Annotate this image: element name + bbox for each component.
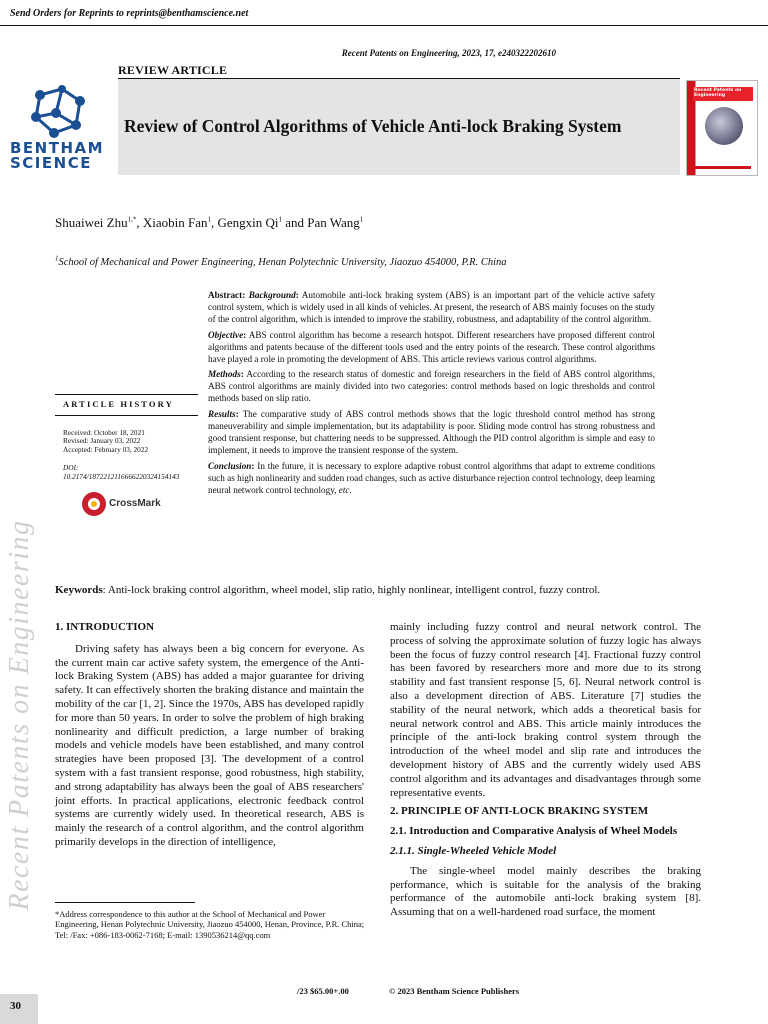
journal-cover-thumbnail (686, 80, 758, 176)
author-sup: 1 (359, 215, 364, 224)
journal-side-watermark (0, 460, 40, 970)
accepted-date: Accepted: February 03, 2022 (63, 444, 149, 454)
cover-artwork (705, 107, 743, 145)
author-name: Gengxin Qi (217, 215, 279, 230)
paper-title: Review of Control Algorithms of Vehicle Anti-lock Braking System (124, 116, 622, 136)
abstract-methods: Methods: According to the research status of domestic and foreign researchers in the field of ABS control algorithms, ABS control algorithms are mainly divided into two categories: control methods based on logic thresholds and control methods based on slip ratio. (208, 369, 656, 404)
background-text: Automobile anti-lock braking system (ABS) is an important part of the vehicle active safety control system, which is widely used in all kinds of vehicles. At present, the research of ABS mainly focuses on the study of the control algorithm, which is intended to improve the stability, robustness, and adaptability of the control algorithm. (208, 290, 656, 324)
keywords-label: Keywords (55, 584, 103, 596)
doi-link[interactable]: 10.2174/1872212116666220324154143 (63, 472, 180, 481)
keywords: Keywords: Anti-lock braking control algorithm, wheel model, slip ratio, highly nonlinear, intelligent control, fuzzy control. (55, 584, 601, 596)
author-name: Shuaiwei Zhu (55, 215, 128, 230)
author-list: Shuaiwei Zhu$^{1,*}$, Xiaobin Fan$^1$, Gengxin Qi$^1$ and Pan Wang$^1$ (55, 215, 364, 230)
bentham-science-logo (8, 85, 138, 177)
author-sup: 1 (207, 215, 211, 224)
author-sup: 1,* (127, 215, 137, 224)
logo-word-bentham: BENTHAM (10, 139, 105, 157)
abstract-objective: Objective: ABS control algorithm has become a research hotspot. Different researchers have proposed different control algorithms and patents because of the different tools used and the entry points of the research. These control algorithms have played a role in promoting the development of ABS. This article reviews various control algorithms. (208, 329, 655, 364)
price-code: /23 $65.00+.00 (297, 986, 349, 996)
article-history-heading: ARTICLE HISTORY (63, 399, 174, 409)
received-date: Received: October 18, 2021 (63, 428, 145, 437)
reprint-notice: Send Orders for Reprints to reprints@benthamscience.net (10, 8, 249, 19)
subsection-heading: 2.1. Introduction and Comparative Analysis of Wheel Models (390, 825, 678, 838)
history-top-rule (55, 394, 198, 395)
results-text: The comparative study of ABS control methods shows that the logic threshold control method has strong maneuverability and simple implementation, but its adaptability is poor. Sliding mode control has strong robustness and good transient response, but chattering needs to be suppressed. Although the PID control algorithm is simple and easy to implement, it needs to improve the transient response of the system. (208, 409, 655, 455)
conclusion-etc: etc. (338, 484, 352, 495)
abstract-conclusion: Conclusion: In the future, it is necessary to explore adaptive robust control algorithms that adapt to extreme conditions such as high nonlinearity and sudden road changes, such as active disturbance rejection control technology, deep learning neural network control technology, etc. (208, 460, 655, 495)
article-type-label: REVIEW ARTICLE (118, 63, 228, 77)
journal-citation: Recent Patents on Engineering, 2023, 17, e240322202610 (341, 48, 556, 58)
author-name: Pan Wang (307, 215, 360, 230)
body-left-column (55, 621, 364, 850)
subsubsection-heading: 2.1.1. Single-Wheeled Vehicle Model (390, 844, 557, 857)
correspondence-footnote: *Address correspondence to this author at the School of Mechanical and Power Engineering, Henan Polytechnic University, Jiaozuo 454000, Henan, Province, P.R. China; Tel: /Fax: +086-183-0062-7168; E-mail: 1390536214@qq.com (55, 909, 365, 940)
results-label: Results (208, 409, 236, 420)
methods-text: According to the research status of domestic and foreign researchers in the field of ABS control algorithms, ABS control algorithms are mainly divided into two categories: control methods based on logic thresholds and control methods based on slip ratio. (208, 369, 656, 404)
objective-label: Objective (208, 329, 244, 340)
logo-wordmark (10, 141, 140, 171)
body-paragraph: Driving safety has always been a big concern for everyone. As the current main car active safety system, the emergence of the Anti-lock Braking System (ABS) has added a major guarantee for driving safety. It can effectively shorten the braking distance and maintain the mobility of the car [1, 2]. Since the 1970s, ABS has developed rapidly for more than 50 years. In order to solve the problem of high braking nonlinearity and difficult prediction, a large number of braking models and vehicle models have been established, and many control strategies have been proposed [3]. The development of a control system with a fast transient response, good robustness, high stability, and strong adaptability has always been the goal of ABS researchers' joint efforts. In practical applications, electronic feedback control systems are currently widely used. In theoretical research, ABS is mainly the research of a control algorithm, and the control algorithm primarily develops in the direction of intelligence, (55, 642, 364, 848)
doi-label: DOI: (63, 463, 79, 472)
molecule-icon (26, 85, 88, 139)
section-heading: 2. PRINCIPLE OF ANTI-LOCK BRAKING SYSTEM (390, 805, 649, 818)
body-right-column (390, 621, 701, 920)
affiliation-sup: 1 (55, 254, 59, 263)
cover-bottom-bar (693, 166, 751, 169)
abstract-results: Results: The comparative study of ABS control methods shows that the logic threshold control method has strong maneuverability and simple implementation, but its adaptability is poor. Sliding mode control has strong robustness and good transient response, but chattering needs to be suppressed. Although the PID control algorithm is simple and easy to implement, it needs to improve the transient response of the system. (208, 409, 655, 455)
author-name: Xiaobin Fan (142, 215, 208, 230)
author-sup: 1 (278, 215, 282, 224)
methods-label: Methods (208, 369, 241, 380)
body-paragraph: mainly including fuzzy control and neural network control. The process of solving the approximate solution of fuzzy logic has always been the focus of fuzzy control research [4]. Fractional fuzzy control has been favored by researchers more and more due to its strong stability and fast transient response [5, 6]. Neural network control is also a development direction of ABS. Literature [7] studies the stability of the neural network, which adds a theoretical basis for neural network control and ABS. This article mainly introduces the principle of the anti-lock braking control system through the introduction of the wheel model and slip rate and introduces the development history of ABS and the currently widely used ABS control algorithm and its advantages and disadvantages through some representative events. (390, 621, 701, 799)
copyright: © 2023 Bentham Science Publishers (389, 986, 520, 996)
side-title-text: Recent Patents on Engineering (4, 519, 35, 911)
cover-title: Recent Patents on Engineering (693, 87, 753, 101)
abstract (208, 290, 655, 501)
crossmark-label: CrossMark (109, 498, 161, 509)
conclusion-text: In the future, it is necessary to explore adaptive robust control algorithms that adapt to extreme conditions such as high nonlinearity and sudden road changes, such as active disturbance rejection control technology, deep learning neural network control technology, (208, 460, 655, 495)
abstract-background: Abstract: Background: Automobile anti-lock braking system (ABS) is an important part of the vehicle active safety control system, which is widely used in all kinds of vehicles. At present, the research of ABS mainly focuses on the study of the control algorithm, which is intended to improve the stability, robustness, and adaptability of the control algorithm. (208, 290, 656, 324)
background-label: Background (248, 290, 296, 300)
affiliation (55, 254, 507, 268)
affiliation-text: School of Mechanical and Power Engineering, Henan Polytechnic University, Jiaozuo 454000, P.R. China (58, 257, 507, 268)
body-paragraph: The single-wheel model mainly describes the braking performance, which is suitable for the analysis of the braking performance of the automobile anti-lock braking system [8]. Assuming that on a well-hardened road surface, the moment (390, 864, 701, 919)
objective-text: ABS control algorithm has become a research hotspot. Different researchers have proposed different control algorithms and patents because of the different tools used and the entry points of the research. These control algorithms have played a role in promoting the development of ABS. This article reviews various control algorithms. (208, 329, 655, 364)
top-divider (0, 25, 768, 26)
revised-date: Revised: January 03, 2022 (63, 436, 141, 446)
history-bottom-rule (55, 415, 198, 416)
abstract-label: Abstract: (208, 290, 246, 300)
logo-word-science: SCIENCE (10, 154, 92, 172)
footnote-divider (55, 902, 195, 903)
conclusion-label: Conclusion (208, 460, 252, 471)
keywords-text: Anti-lock braking control algorithm, wheel model, slip ratio, highly nonlinear, intelligent control, fuzzy control. (107, 584, 601, 596)
crossmark-icon-center (91, 501, 97, 507)
section-heading: 1. INTRODUCTION (55, 621, 155, 633)
history-dates (63, 429, 148, 454)
page-number: 30 (10, 1000, 21, 1012)
doi-block (63, 463, 203, 481)
